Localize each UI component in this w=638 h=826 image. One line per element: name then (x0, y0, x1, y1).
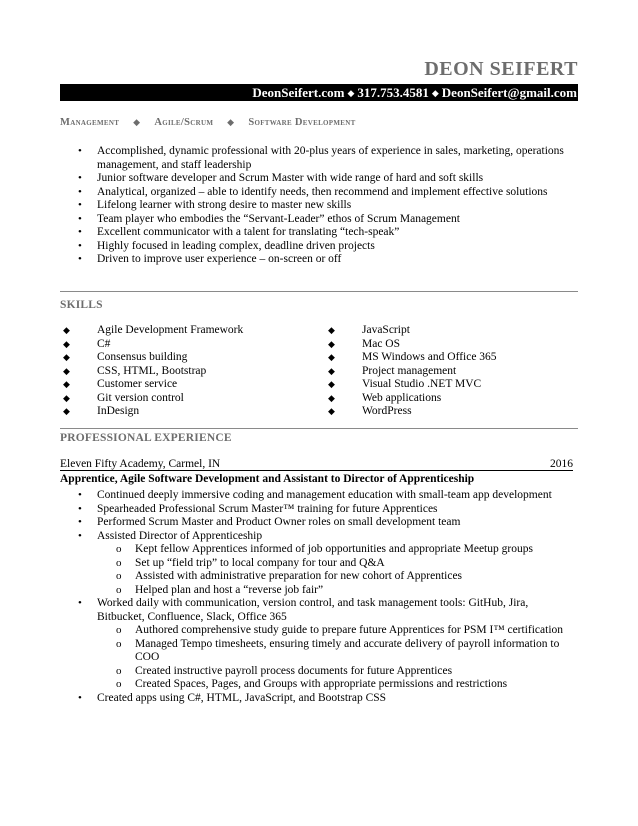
sub-text: Authored comprehensive study guide to prepare future Apprentices for PSM I™ certification (135, 624, 564, 636)
tagline-item: Software Development (248, 117, 356, 128)
sub-text: Set up “field trip” to local company for tour and Q&A (135, 556, 385, 569)
employer-name: Eleven Fifty Academy, Carmel, IN (60, 458, 221, 470)
bullet-icon: • (78, 145, 82, 157)
sub-text: Assisted with administrative preparation for new cohort of Apprentices (135, 570, 463, 582)
section-divider (60, 428, 578, 429)
sub-text: Kept fellow Apprentices informed of job opportunities and appropriate Meetup groups (135, 543, 533, 555)
employment-year: 2016 (550, 458, 573, 470)
diamond-icon: ◆ (328, 338, 335, 349)
experience-text: Created apps using C#, HTML, JavaScript, and Bootstrap CSS (97, 691, 387, 704)
phone-number[interactable]: 317.753.4581 (357, 85, 429, 100)
diamond-icon: ◆ (328, 406, 335, 416)
bullet-icon: • (78, 502, 82, 515)
skill-item (63, 405, 243, 419)
sub-item (97, 638, 577, 665)
sub-text: Helped plan and host a “reverse job fair” (135, 583, 324, 596)
contact-separator-icon: ◆ (347, 88, 355, 98)
skill-text: Git version control (97, 391, 184, 404)
summary-item (78, 226, 577, 240)
employer-underline (60, 470, 573, 471)
skill-text: Consensus building (97, 351, 188, 363)
circle-bullet-icon: o (116, 556, 122, 569)
diamond-icon: ◆ (328, 325, 335, 335)
diamond-icon: ◆ (328, 365, 335, 376)
summary-item (78, 185, 577, 200)
summary-item (78, 145, 577, 172)
section-divider (60, 291, 578, 292)
summary-item (78, 199, 577, 213)
experience-heading: PROFESSIONAL EXPERIENCE (60, 432, 232, 444)
bullet-icon: • (78, 226, 82, 238)
candidate-name: DEON SEIFERT (424, 58, 578, 80)
bullet-icon: • (78, 691, 82, 704)
skill-text: Customer service (97, 378, 178, 390)
diamond-icon: ◆ (227, 117, 235, 127)
circle-bullet-icon: o (116, 583, 122, 596)
contact-bar (60, 84, 578, 101)
bullet-icon: • (78, 239, 82, 252)
bullet-icon: • (78, 253, 82, 265)
bullet-icon: • (78, 489, 82, 501)
sub-text: Created Spaces, Pages, and Groups with appropriate permissions and restrictions (135, 678, 508, 690)
experience-text: Spearheaded Professional Scrum Master™ training for future Apprentices (97, 502, 438, 515)
skill-item (63, 391, 243, 406)
tagline-item: Agile/Scrum (154, 117, 214, 128)
skill-item (328, 364, 497, 379)
summary-list (78, 145, 577, 267)
skill-text: MS Windows and Office 365 (362, 351, 497, 363)
diamond-icon: ◆ (63, 379, 70, 389)
skill-item (328, 324, 497, 338)
skill-text: JavaScript (362, 324, 410, 336)
skill-item (63, 351, 243, 365)
summary-text: Lifelong learner with strong desire to master new skills (97, 199, 352, 211)
website-link[interactable]: DeonSeifert.com (252, 85, 345, 100)
circle-bullet-icon: o (116, 678, 122, 690)
skill-text: Visual Studio .NET MVC (362, 378, 482, 390)
diamond-icon: ◆ (63, 365, 70, 376)
skill-item (328, 378, 497, 392)
summary-item (78, 212, 577, 227)
skill-item (328, 351, 497, 365)
contact-separator-icon: ◆ (431, 88, 439, 98)
summary-text: Team player who embodies the “Servant-Leader” ethos of Scrum Management (97, 212, 460, 225)
bullet-icon: • (78, 212, 82, 225)
skill-item (63, 324, 244, 338)
skill-item (328, 337, 497, 352)
email-link[interactable]: DeonSeifert@gmail.com (441, 85, 577, 100)
skill-item (328, 405, 497, 419)
experience-item (78, 691, 577, 706)
circle-bullet-icon: o (116, 543, 122, 555)
experience-item (78, 597, 577, 692)
skill-text: WordPress (362, 405, 412, 417)
sub-item (97, 543, 577, 557)
specialty-tagline (60, 117, 356, 128)
skills-list-left (63, 324, 244, 419)
experience-item (78, 502, 577, 517)
skills-list-right (328, 324, 497, 419)
sub-item (97, 624, 577, 638)
summary-text: Junior software developer and Scrum Master with wide range of hard and soft skills (97, 172, 484, 184)
experience-item (78, 489, 577, 503)
diamond-icon: ◆ (63, 392, 70, 403)
summary-text: Analytical, organized – able to identify needs, then recommend and implement effective solutions (97, 185, 548, 198)
sub-item (97, 557, 577, 571)
sub-item (97, 665, 577, 679)
circle-bullet-icon: o (116, 637, 122, 650)
tagline-item: Management (60, 117, 120, 128)
skill-text: Agile Development Framework (97, 324, 244, 336)
diamond-icon: ◆ (133, 117, 141, 127)
bullet-icon: • (78, 185, 82, 198)
skill-text: C# (97, 337, 111, 350)
summary-text: Highly focused in leading complex, deadline driven projects (97, 239, 375, 252)
experience-item (78, 516, 577, 530)
experience-item (78, 529, 577, 598)
bullet-icon: • (78, 172, 82, 184)
diamond-icon: ◆ (63, 406, 70, 416)
sub-text: Managed Tempo timesheets, ensuring timely and accurate delivery of payroll information to COO (135, 637, 560, 663)
sub-item (97, 570, 577, 584)
experience-text: Performed Scrum Master and Product Owner roles on small development team (97, 516, 461, 528)
sub-list (97, 543, 577, 597)
skill-item (328, 391, 497, 406)
summary-text: Accomplished, dynamic professional with 20-plus years of experience in sales, marketing, operations management, and staff leadership (97, 145, 564, 171)
skill-text: Mac OS (362, 337, 401, 350)
circle-bullet-icon: o (116, 624, 122, 636)
diamond-icon: ◆ (63, 338, 70, 349)
skill-text: Project management (362, 364, 457, 377)
skill-item (63, 378, 243, 392)
experience-list (78, 489, 577, 705)
summary-text: Excellent communicator with a talent for translating “tech-speak” (97, 226, 400, 238)
diamond-icon: ◆ (328, 379, 335, 389)
sub-text: Created instructive payroll process documents for future Apprentices (135, 664, 453, 677)
sub-list (97, 624, 577, 692)
diamond-icon: ◆ (328, 352, 335, 362)
skill-text: InDesign (97, 405, 140, 417)
skill-text: CSS, HTML, Bootstrap (97, 364, 207, 377)
summary-item (78, 253, 577, 267)
summary-item (78, 239, 577, 254)
job-title: Apprentice, Agile Software Development and Assistant to Director of Apprenticeship (60, 473, 475, 485)
skills-heading: SKILLS (60, 299, 103, 311)
diamond-icon: ◆ (63, 352, 70, 362)
sub-item (97, 678, 577, 692)
diamond-icon: ◆ (63, 325, 70, 335)
experience-text: Continued deeply immersive coding and management education with small-team app development (97, 489, 552, 501)
skill-item (63, 364, 243, 379)
skill-text: Web applications (362, 391, 442, 404)
summary-item (78, 172, 577, 186)
circle-bullet-icon: o (116, 664, 122, 677)
summary-text: Driven to improve user experience – on-screen or off (97, 253, 342, 265)
diamond-icon: ◆ (328, 392, 335, 403)
skill-item (63, 337, 243, 352)
circle-bullet-icon: o (116, 570, 122, 582)
sub-item (97, 584, 577, 598)
bullet-icon: • (78, 597, 82, 609)
bullet-icon: • (78, 199, 82, 211)
bullet-icon: • (78, 529, 82, 542)
experience-text: Worked daily with communication, version control, and task management tools: GitHub, Jira, Bitbucket, Confluence, Slack, Office 365 (97, 597, 529, 623)
bullet-icon: • (78, 516, 82, 528)
experience-text: Assisted Director of Apprenticeship (97, 529, 263, 542)
employer-line (60, 457, 573, 471)
